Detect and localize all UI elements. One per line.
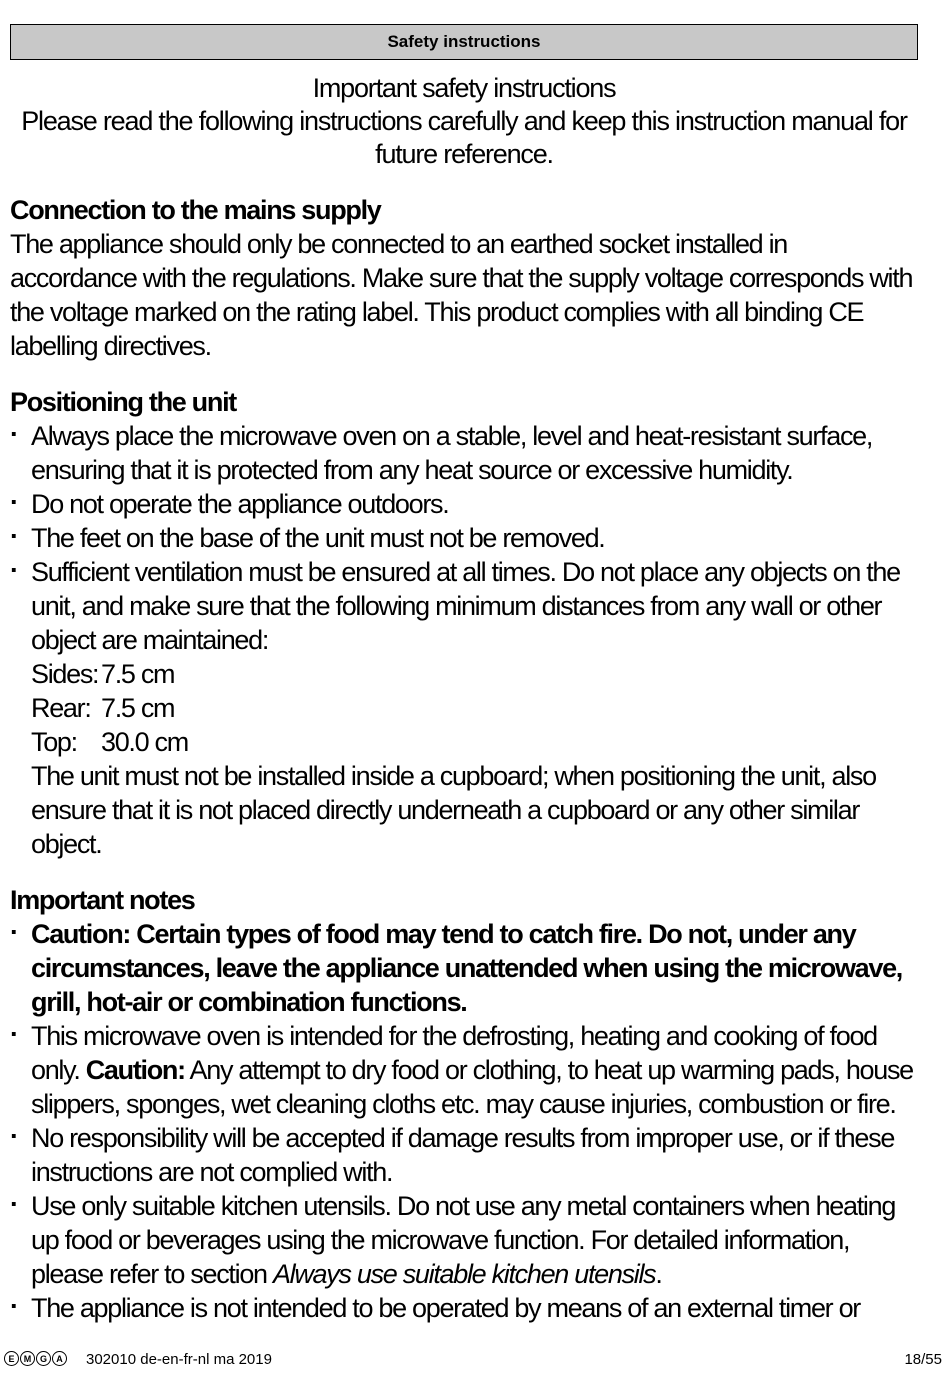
note-text: This microwave oven is intended for the defrosting, heating and cooking of food only. [31, 1021, 877, 1085]
section-reference: Always use suitable kitchen utensils [272, 1259, 656, 1289]
section-heading-mains: Connection to the mains supply [10, 195, 381, 225]
positioning-list [10, 419, 918, 861]
note-text: Any attempt to dry food or clothing, to heat up warming pads, house slippers, sponges, wet cleaning cloths etc. may cause injuries, combustion or fire. [31, 1055, 913, 1119]
distance-label: Top: [31, 727, 77, 757]
page-footer [0, 1348, 950, 1372]
intro-title: Important safety instructions [312, 73, 616, 103]
list-item [10, 1019, 918, 1121]
notes-list [10, 917, 918, 1325]
distance-sides [31, 657, 918, 691]
list-item: · No responsibility will be accepted if damage results from improper use, or if these instructions are not complied with. [10, 1121, 918, 1189]
header-bar [10, 24, 918, 60]
section-heading-positioning: Positioning the unit [10, 387, 236, 417]
distance-label: Rear: [31, 693, 91, 723]
header-title: Safety instructions [387, 32, 541, 51]
page-number: 18/55 [904, 1351, 942, 1368]
list-item: · Always place the microwave oven on a stable, level and heat-resistant surface, ensuring that it is protected from any heat source or excessive humidity. [10, 419, 918, 487]
cupboard-note: The unit must not be installed inside a cupboard; when positioning the unit, also ensure that it is not placed directly underneath a cupboard or any other similar object. [31, 761, 876, 859]
section-heading-notes: Important notes [10, 885, 195, 915]
intro [10, 72, 918, 171]
list-item: · The feet on the base of the unit must not be removed. [10, 521, 918, 555]
distance-value: 7.5 cm [101, 693, 175, 723]
intro-text: Please read the following instructions carefully and keep this instruction manual for future reference. [21, 106, 907, 169]
logo-letter: E [4, 1351, 19, 1366]
logo-letter: A [52, 1351, 67, 1366]
page-content [10, 24, 918, 1325]
distance-top [31, 725, 918, 759]
list-item: · Do not operate the appliance outdoors. [10, 487, 918, 521]
distance-value: 30.0 cm [101, 727, 188, 757]
ventilation-text: · Sufficient ventilation must be ensured at all times. Do not place any objects on the unit, and make sure that the following minimum distances from any wall or other object are maintained: [31, 557, 900, 655]
emga-logo [4, 1351, 67, 1366]
logo-letter: M [20, 1351, 35, 1366]
note-text: Use only suitable kitchen utensils. Do not use any metal containers when heating up food or beverages using the microwave function. For detailed information, please refer to section [31, 1191, 896, 1289]
section-text-mains: The appliance should only be connected to an earthed socket installed in accordance with the regulations. Make sure that the supply voltage corresponds with the voltage marked on the rating label. This product complies with all binding CE labelling directives. [10, 229, 913, 361]
list-item [10, 1189, 918, 1291]
logo-letter: G [36, 1351, 51, 1366]
distance-label: Sides: [31, 659, 99, 689]
list-item: · The appliance is not intended to be operated by means of an external timer or [10, 1291, 918, 1325]
list-item: · Caution: Certain types of food may tend to catch fire. Do not, under any circumstances, leave the appliance unattended when using the microwave, grill, hot-air or combination functions. [10, 917, 918, 1019]
distance-rear [31, 691, 918, 725]
distance-value: 7.5 cm [101, 659, 175, 689]
list-item [10, 555, 918, 861]
caution-label: Caution: [85, 1055, 185, 1085]
document-code: 302010 de-en-fr-nl ma 2019 [86, 1351, 272, 1368]
note-text: . [655, 1259, 662, 1289]
